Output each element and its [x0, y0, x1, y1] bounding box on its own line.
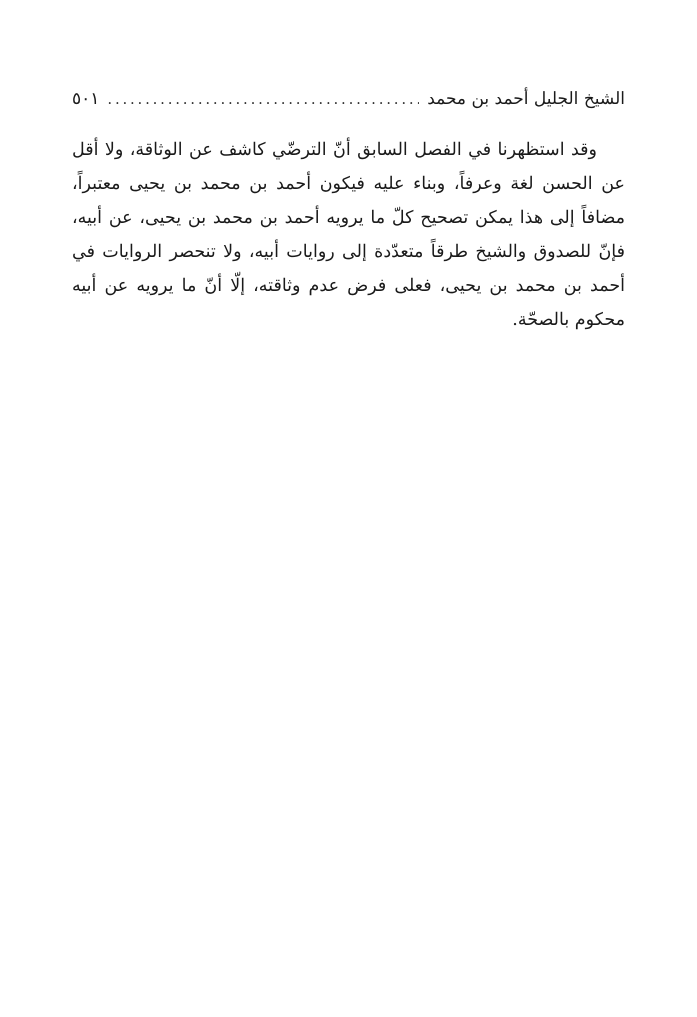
text-line: وقد استظهرنا في الفصل السابق أنّ الترضّي كاشف عن الوثاقة، ولا أقل [72, 140, 597, 160]
page-number: ٥٠١ [72, 89, 100, 109]
body-paragraph [72, 133, 625, 337]
running-header [72, 84, 625, 114]
text-line: فإنّ للصدوق والشيخ طرقاً متعدّدة إلى روايات أبيه، ولا تنحصر الروايات في [72, 242, 625, 262]
text-line: محكوم بالصحّة. [512, 310, 625, 330]
text-line: عن الحسن لغة وعرفاً، وبناء عليه فيكون أحمد بن محمد بن يحيى معتبراً، [72, 174, 625, 194]
text-line: أحمد بن محمد بن يحيى، فعلى فرض عدم وثاقته، إلّا أنّ ما يرويه عن أبيه [72, 276, 625, 296]
text-line: مضافاً إلى هذا يمكن تصحيح كلّ ما يرويه أحمد بن محمد بن يحيى، عن أبيه، [72, 208, 625, 228]
dot-leader [107, 90, 419, 108]
header-title: الشيخ الجليل أحمد بن محمد [427, 89, 625, 109]
